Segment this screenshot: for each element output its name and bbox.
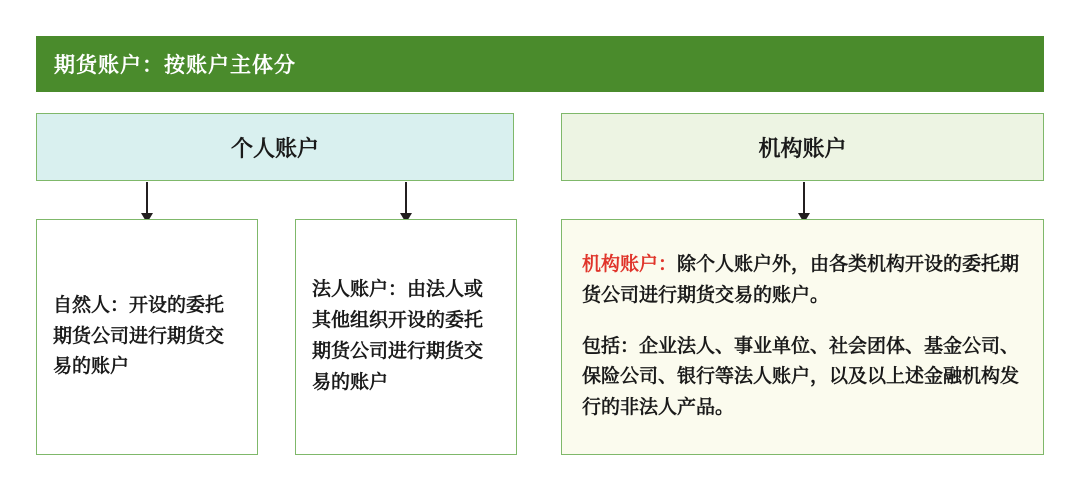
header-banner	[36, 36, 1044, 92]
node-institution-account-label: 机构账户	[758, 135, 847, 161]
institution-include-label: 包括：	[582, 335, 640, 357]
institution-definition-paragraph	[582, 250, 1023, 312]
institution-include-body: 企业法人、事业单位、社会团体、基金公司、保险公司、银行等法人账户，以及以上述金融机构发行的非法人产品。	[582, 335, 1020, 419]
arrow-down-icon-personal-right	[405, 182, 407, 214]
node-natural-person	[36, 219, 258, 455]
institution-definition-body: 除个人账户外，由各类机构开设的委托期货公司进行期货交易的账户。	[582, 254, 1020, 306]
node-natural-person-body: 开设的委托期货公司进行期货交易的账户	[53, 294, 225, 378]
node-institution-detail	[561, 219, 1044, 455]
node-legal-person	[295, 219, 517, 455]
page-title: 期货账户：按账户主体分	[54, 53, 296, 77]
institution-definition-label: 机构账户：	[582, 254, 678, 276]
institution-include-paragraph	[582, 332, 1023, 424]
node-personal-account-label: 个人账户	[230, 135, 319, 161]
node-legal-person-body: 由法人或其他组织开设的委托期货公司进行期货交易的账户	[312, 279, 484, 393]
node-legal-person-label: 法人账户：	[312, 279, 408, 301]
node-natural-person-label: 自然人：	[53, 294, 130, 316]
node-personal-account	[36, 113, 514, 181]
arrow-down-icon-personal-left	[146, 182, 148, 214]
node-institution-account	[561, 113, 1044, 181]
arrow-down-icon-institution	[803, 182, 805, 214]
